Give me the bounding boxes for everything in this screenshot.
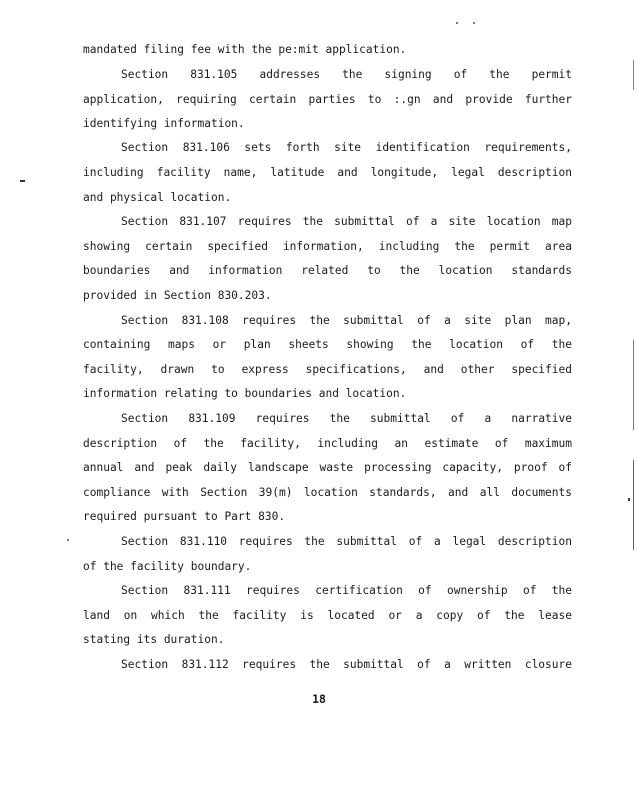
- text-line: Section 831.107 requires the submittal of a site location map: [121, 215, 572, 228]
- text-line: description of the facility, including an estimate of maximum: [83, 437, 572, 450]
- text-line: identifying information.: [83, 117, 245, 130]
- text-line: Section 831.111 requires certification of ownership of the: [121, 584, 572, 597]
- scan-speck: [473, 22, 475, 24]
- text-line: of the facility boundary.: [83, 560, 252, 573]
- text-line: application, requiring certain parties to :.gn and provide further: [83, 93, 572, 106]
- page-number: 18: [312, 692, 326, 706]
- scan-speck: [20, 180, 25, 182]
- text-line: Section 831.108 requires the submittal of a site plan map,: [121, 314, 572, 327]
- text-line: provided in Section 830.203.: [83, 289, 272, 302]
- scan-speck: [628, 498, 630, 501]
- text-line: annual and peak daily landscape waste processing capacity, proof of: [83, 461, 572, 474]
- text-line: Section 831.112 requires the submittal of a written closure: [121, 658, 572, 671]
- text-line: Section 831.109 requires the submittal of a narrative: [121, 412, 572, 425]
- text-line: and physical location.: [83, 191, 232, 204]
- text-line: Section 831.110 requires the submittal of a legal description: [121, 535, 572, 548]
- scan-edge-mark: [633, 60, 634, 90]
- text-line: stating its duration.: [83, 633, 225, 646]
- text-line: land on which the facility is located or a copy of the lease: [83, 609, 572, 622]
- text-line: required pursuant to Part 830.: [83, 510, 286, 523]
- scan-speck: [67, 539, 69, 541]
- text-line: facility, drawn to express specifications, and other specified: [83, 363, 572, 376]
- text-line: Section 831.105 addresses the signing of the permit: [121, 68, 572, 81]
- scan-edge-mark: [633, 460, 634, 550]
- text-line: compliance with Section 39(m) location standards, and all documents: [83, 486, 572, 499]
- text-line: containing maps or plan sheets showing the location of the: [83, 338, 572, 351]
- text-line: information relating to boundaries and location.: [83, 387, 407, 400]
- text-line: boundaries and information related to the location standards: [83, 264, 572, 277]
- scan-speck: [456, 22, 458, 24]
- text-line: Section 831.106 sets forth site identification requirements,: [121, 141, 572, 154]
- text-line: including facility name, latitude and longitude, legal description: [83, 166, 572, 179]
- scan-edge-mark: [633, 340, 634, 430]
- text-line: mandated filing fee with the pe:mit application.: [83, 43, 407, 56]
- text-line: showing certain specified information, including the permit area: [83, 240, 572, 253]
